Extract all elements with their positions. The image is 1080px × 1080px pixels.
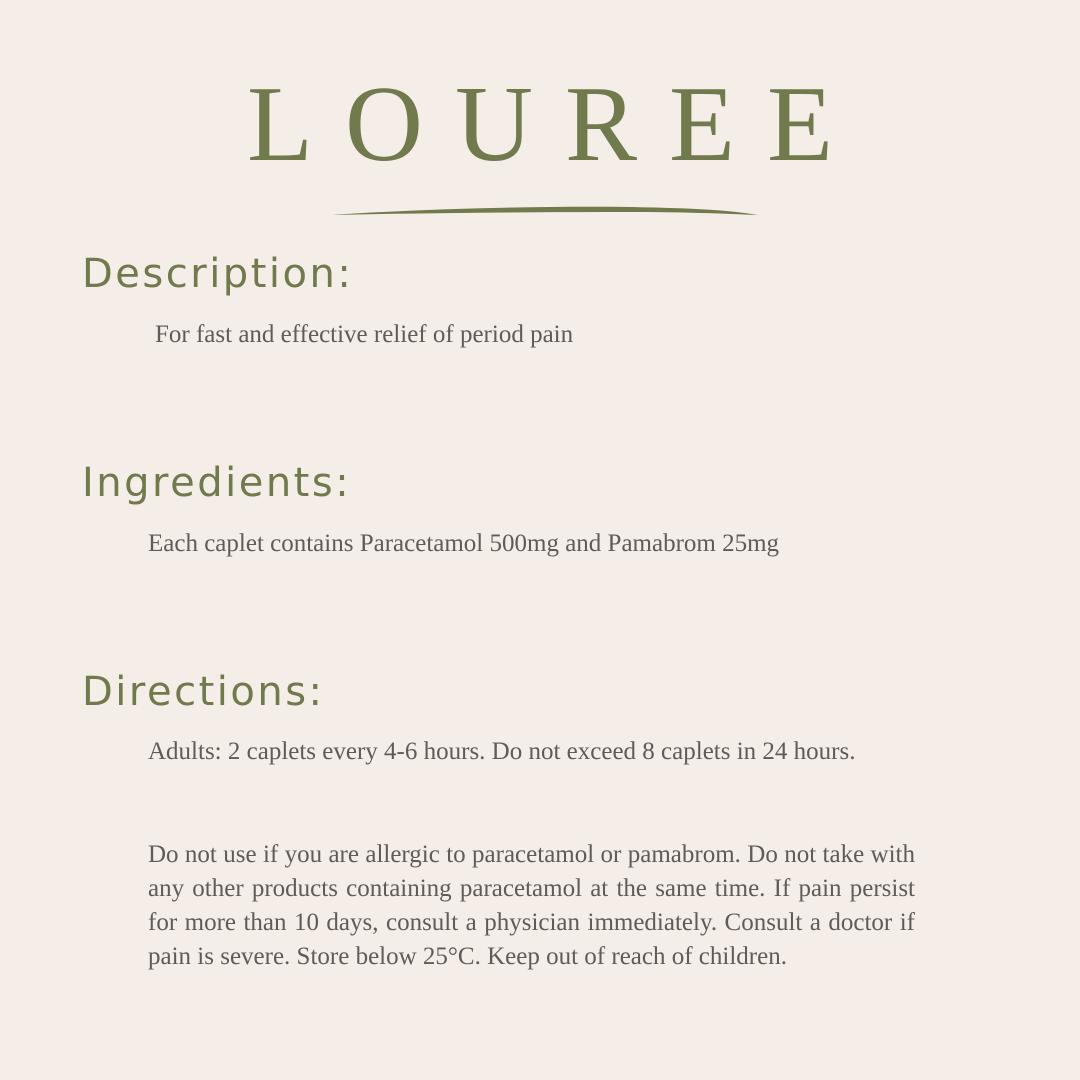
directions-heading: Directions: bbox=[82, 669, 325, 715]
description-text: For fast and effective relief of period pain bbox=[155, 321, 574, 348]
directions-dosage-paragraph: Adults: 2 caplets every 4-6 hours. Do not exceed 8 caplets in 24 hours. bbox=[148, 738, 856, 765]
ingredients-heading: Ingredients: bbox=[82, 460, 352, 506]
brand-logo: LOUREE bbox=[247, 65, 865, 184]
description-heading: Description: bbox=[82, 251, 354, 297]
directions-warnings-paragraph: Do not use if you are allergic to paracetamol or pamabrom. Do not take with any other products containing paracetamol at the same time. If pain persist for more than 10 days, consult a physician immediately. Consult a doctor if pain is severe. Store below 25°C. Keep out of reach of children. bbox=[148, 841, 915, 970]
logo-underline-swoosh bbox=[330, 200, 760, 220]
ingredients-text: Each caplet contains Paracetamol 500mg and Pamabrom 25mg bbox=[148, 530, 780, 557]
